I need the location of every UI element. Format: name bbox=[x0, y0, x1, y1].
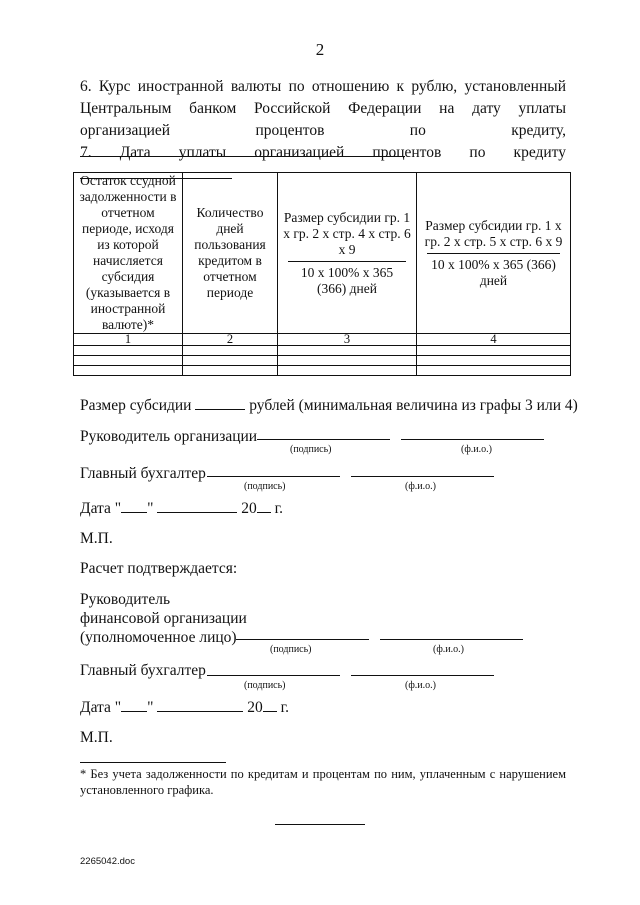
org-head-name-field[interactable] bbox=[401, 426, 544, 440]
fin-accountant-label: Главный бухгалтер bbox=[80, 662, 206, 679]
subsidy-label: Размер субсидии bbox=[80, 397, 192, 414]
date-day-field[interactable] bbox=[121, 499, 147, 513]
page-number: 2 bbox=[315, 40, 325, 59]
fin-head-line3: (уполномоченное лицо) bbox=[80, 629, 237, 646]
fin-head-label bbox=[80, 590, 247, 647]
date-quote: " bbox=[147, 500, 154, 517]
signature-caption: (подпись) bbox=[244, 481, 286, 492]
name-caption: (ф.и.о.) bbox=[405, 680, 436, 691]
table-row bbox=[74, 356, 571, 366]
col3-numerator: Размер субсидии гр. 1 х гр. 2 х стр. 4 х стр. 6 х 9 bbox=[283, 209, 411, 257]
signature-caption: (подпись) bbox=[270, 644, 312, 655]
col1-header: Остаток ссудной задолженности в отчетном периоде, исходя из которой начисляется субсидия (указывается в иностранной валюте)* bbox=[74, 173, 183, 334]
year-field[interactable] bbox=[257, 499, 271, 513]
footnote: * Без учета задолженности по кредитам и процентам по ним, уплаченным с нарушением установленного графика. bbox=[80, 767, 566, 797]
item-6-text: 6. Курс иностранной валюты по отношению к рублю, установленный Центральным банком Российской Федерации на дату уплаты организацией процентов по кредиту, bbox=[80, 78, 566, 139]
date-month-field[interactable] bbox=[157, 698, 243, 712]
col3-header bbox=[278, 173, 417, 334]
org-accountant-name-field[interactable] bbox=[351, 463, 494, 477]
column-number-row bbox=[74, 334, 571, 346]
table-cell[interactable] bbox=[74, 366, 183, 376]
table-row bbox=[74, 346, 571, 356]
col4-numerator: Размер субсидии гр. 1 х гр. 2 х стр. 5 х стр. 6 х 9 bbox=[424, 217, 563, 249]
col4-header bbox=[417, 173, 571, 334]
org-accountant-label: Главный бухгалтер bbox=[80, 465, 206, 482]
fin-date-row bbox=[80, 698, 289, 717]
table-cell[interactable] bbox=[74, 356, 183, 366]
fin-head-line2: финансовой организации bbox=[80, 610, 247, 627]
date-day-field[interactable] bbox=[121, 698, 147, 712]
subsidy-table bbox=[73, 172, 571, 376]
table-cell[interactable] bbox=[183, 356, 278, 366]
subsidy-amount-field[interactable] bbox=[195, 396, 245, 410]
fin-accountant-name-field[interactable] bbox=[351, 662, 494, 676]
year-prefix: 20 bbox=[247, 699, 263, 716]
org-head-row bbox=[80, 428, 257, 446]
footnote-separator bbox=[80, 762, 226, 763]
org-accountant-signature-field[interactable] bbox=[207, 463, 340, 477]
year-field[interactable] bbox=[263, 698, 277, 712]
year-suffix: г. bbox=[280, 699, 290, 716]
table-cell[interactable] bbox=[183, 346, 278, 356]
org-head-signature-field[interactable] bbox=[257, 426, 390, 440]
item-7-text: 7. Дата уплаты организацией процентов по кредиту bbox=[80, 144, 566, 161]
col3-denominator: 10 х 100% х 365 (366) дней bbox=[288, 261, 406, 297]
table-row bbox=[74, 366, 571, 376]
table-header-row bbox=[74, 173, 571, 334]
table-cell[interactable] bbox=[417, 366, 571, 376]
subsidy-line bbox=[80, 396, 578, 415]
table-cell[interactable] bbox=[417, 346, 571, 356]
org-date-row bbox=[80, 499, 283, 518]
fin-head-line1: Руководитель bbox=[80, 591, 171, 608]
date-quote: " bbox=[147, 699, 154, 716]
col4-denominator: 10 х 100% х 365 (366) дней bbox=[427, 253, 560, 289]
column-number: 4 bbox=[417, 334, 571, 346]
table-cell[interactable] bbox=[417, 356, 571, 366]
table-cell[interactable] bbox=[74, 346, 183, 356]
table-cell[interactable] bbox=[183, 366, 278, 376]
column-number: 1 bbox=[74, 334, 183, 346]
column-number: 2 bbox=[183, 334, 278, 346]
fin-stamp: М.П. bbox=[80, 729, 113, 746]
end-separator bbox=[275, 824, 365, 825]
name-caption: (ф.и.о.) bbox=[461, 444, 492, 455]
date-label: Дата " bbox=[80, 500, 122, 517]
org-head-label: Руководитель организации bbox=[80, 428, 258, 445]
year-suffix: г. bbox=[274, 500, 284, 517]
year-prefix: 20 bbox=[241, 500, 257, 517]
col2-header: Количество дней пользования кредитом в отчетном периоде bbox=[183, 173, 278, 334]
name-caption: (ф.и.о.) bbox=[433, 644, 464, 655]
fin-accountant-signature-field[interactable] bbox=[207, 662, 340, 676]
date-label: Дата " bbox=[80, 699, 122, 716]
org-stamp: М.П. bbox=[80, 530, 113, 547]
confirm-label: Расчет подтверждается: bbox=[80, 560, 238, 577]
signature-caption: (подпись) bbox=[290, 444, 332, 455]
document-filename: 2265042.doc bbox=[80, 856, 135, 867]
subsidy-suffix: рублей (минимальная величина из графы 3 или 4) bbox=[249, 397, 578, 414]
column-number: 3 bbox=[278, 334, 417, 346]
fin-head-signature-field[interactable] bbox=[236, 626, 369, 640]
name-caption: (ф.и.о.) bbox=[405, 481, 436, 492]
table-cell[interactable] bbox=[278, 356, 417, 366]
fin-head-name-field[interactable] bbox=[380, 626, 523, 640]
table-cell[interactable] bbox=[278, 346, 417, 356]
date-month-field[interactable] bbox=[157, 499, 237, 513]
table-cell[interactable] bbox=[278, 366, 417, 376]
signature-caption: (подпись) bbox=[244, 680, 286, 691]
